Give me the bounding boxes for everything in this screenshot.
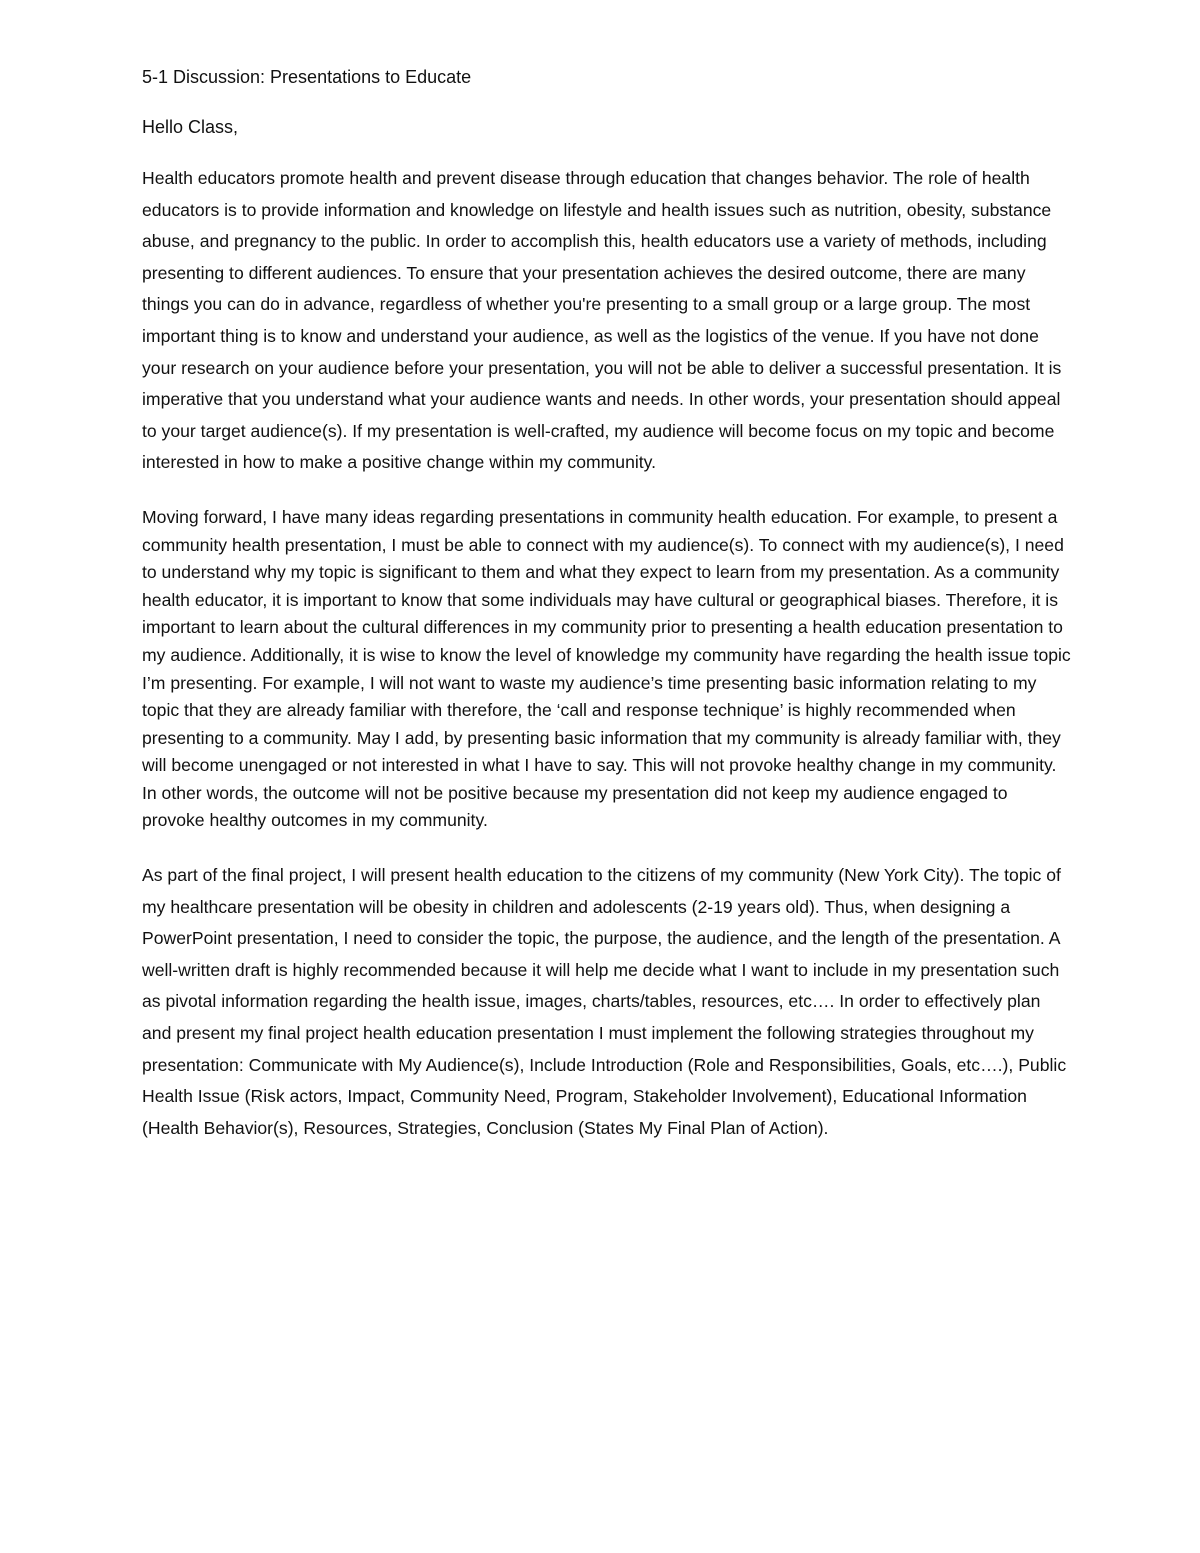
paragraph-2: Moving forward, I have many ideas regarding presentations in community health education. For example, to present a community health presentation, I must be able to connect with my audience(s). To connect with my audience(s), I need to understand why my topic is significant to them and what they expect to learn from my presentation. As a community health educator, it is important to know that some individuals may have cultural or geographical biases. Therefore, it is important to learn about the cultural differences in my community prior to presenting a health education presentation to my audience. Additionally, it is wise to know the level of knowledge my community have regarding the health issue topic I’m presenting. For example, I will not want to waste my audience’s time presenting basic information relating to my topic that they are already familiar with therefore, the ‘call and response technique’ is highly recommended when presenting to a community. May I add, by presenting basic information that my community is already familiar with, they will become unengaged or not interested in what I have to say. This will not provoke healthy change in my community. In other words, the outcome will not be positive because my presentation did not keep my audience engaged to provoke healthy outcomes in my community. xyxy=(142,506,1071,831)
document-title: 5-1 Discussion: Presentations to Educate xyxy=(142,67,472,87)
paragraph-1: Health educators promote health and prevent disease through education that changes behavior. The role of health educators is to provide information and knowledge on lifestyle and health issues such as nutrition, obesity, substance abuse, and pregnancy to the public. In order to accomplish this, health educators use a variety of methods, including presenting to different audiences. To ensure that your presentation achieves the desired outcome, there are many things you can do in advance, regardless of whether you're presenting to a small group or a large group. The most important thing is to know and understand your audience, as well as the logistics of the venue. If you have not done your research on your audience before your presentation, you will not be able to deliver a successful presentation. It is imperative that you understand what your audience wants and needs. In other words, your presentation should appeal to your target audience(s). If my presentation is well-crafted, my audience will become focus on my topic and become interested in how to make a positive change within my community. xyxy=(142,168,1062,473)
greeting: Hello Class, xyxy=(142,117,239,137)
document-body xyxy=(142,62,1072,1144)
paragraph-3: As part of the final project, I will present health education to the citizens of my community (New York City). The topic of my healthcare presentation will be obesity in children and adolescents (2-19 years old). Thus, when designing a PowerPoint presentation, I need to consider the topic, the purpose, the audience, and the length of the presentation. A well-written draft is highly recommended because it will help me decide what I want to include in my presentation such as pivotal information regarding the health issue, images, charts/tables, resources, etc…. In order to effectively plan and present my final project health education presentation I must implement the following strategies throughout my presentation: Communicate with My Audience(s), Include Introduction (Role and Responsibilities, Goals, etc….), Public Health Issue (Risk actors, Impact, Community Need, Program, Stakeholder Involvement), Educational Information (Health Behavior(s), Resources, Strategies, Conclusion (States My Final Plan of Action). xyxy=(142,865,1067,1138)
